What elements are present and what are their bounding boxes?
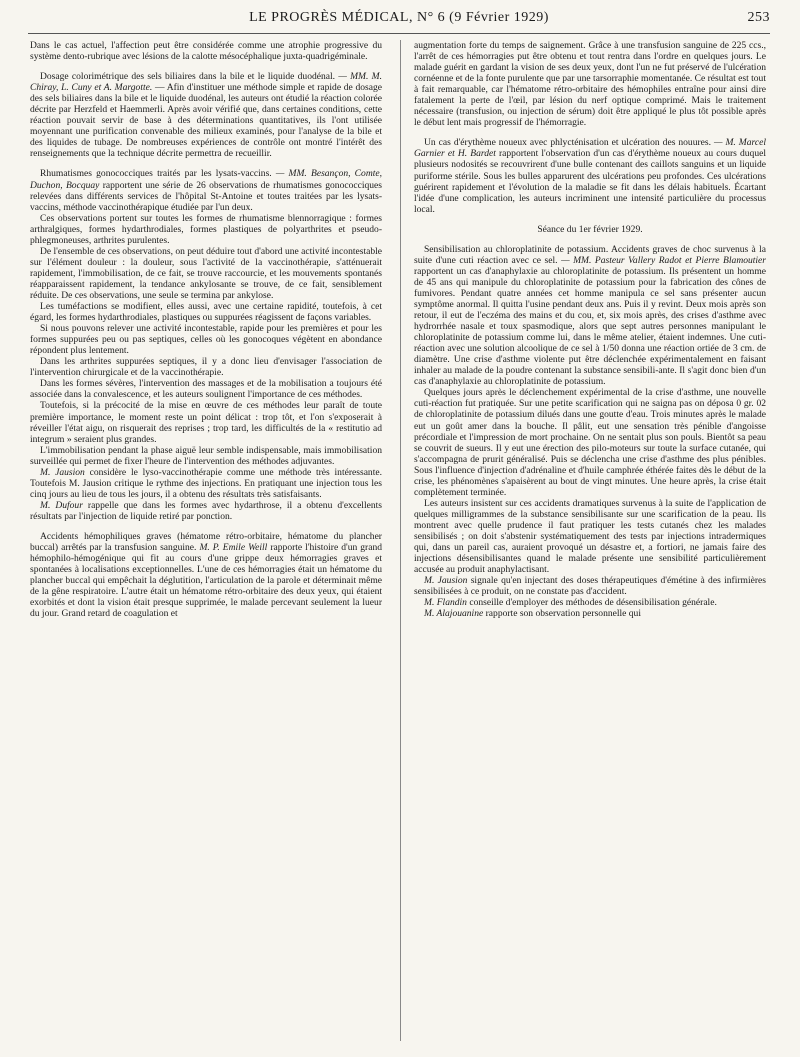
article-heading: Accidents hémophiliques graves (hématome rétro-orbitaire, hématome du plancher buccal) arrêtés par la transfusion sanguine. xyxy=(30,530,382,554)
article-authors: — M. Marcel Garnier et H. Bardet xyxy=(414,137,766,160)
header-rule xyxy=(28,33,770,34)
speaker-name: M. Jausion xyxy=(40,466,85,478)
article-authors: — MM. M. Chiray, L. Cuny et A. Margotte. xyxy=(30,71,382,94)
article-rhumatismes xyxy=(30,168,382,212)
session-date: Séance du 1er février 1929. xyxy=(537,223,643,235)
article-heading: Un cas d'érythème noueux avec phlycténisation et ulcération des nouures. xyxy=(424,137,711,149)
discussion-paragraph: M. Alajouanine rapporte son observation personnelle qui xyxy=(424,608,641,620)
article-body: rapporte l'histoire d'un grand hémophilo-hémogénique qui fit au cours d'une grippe deux hémorragies graves et spontanées à localisations exceptionnelles. L'une de ces hémorragies était un hématome du plancher buccal qui empêchait la déglutition, l'articulation de la parole et déterminait même de la gêne respiratoire. L'autre était un hématome rétro-orbitaire des deux yeux, qui étaient exorbités et dont la vision était presque supprimée, le malade percevant seulement la lueur du jour. Grand retard de coagulation et xyxy=(30,542,382,620)
paragraph: Si nous pouvons relever une activité incontestable, rapide pour les premières et pour les formes suppurées peu ou pas septiques, celles où les gonocoques végètent en abondance répondent plus lentement. xyxy=(30,323,382,357)
article-dosage xyxy=(30,71,382,159)
paragraph: Ces observations portent sur toutes les formes de rhumatisme blennorragique : formes arthralgiques, formes hydarthrodiales, formes plastiques de polyarthrites et pseudo-phlegmoneuses, arthrites purulentes. xyxy=(30,212,382,246)
paragraph: Les tuméfactions se modifient, elles aussi, avec une certaine rapidité, toutefois, à cet égard, les formes hydarthrodiales, plastiques ou suppurées réagissent de façons variables. xyxy=(30,301,382,324)
paragraph: Les auteurs insistent sur ces accidents dramatiques survenus à la suite de l'application de quelques milligrammes de la substance sensibilisante sur une scarification de la peau. Ils montrent avec quelle prudence il faut pratiquer les tests cutanés chez les malades sensibilisés ; on doit s'abstenir systématiquement des tests par injections intradermiques qui, dans un pareil cas, auraient provoqué un désastre et, a fortiori, ne jamais faire des injections désensibilisantes quand le malade présente une sensibilité particulièrement accusée au produit anaphylactisant. xyxy=(414,497,766,576)
speaker-name: M. Dufour xyxy=(40,499,83,511)
paragraph: Toutefois, si la précocité de la mise en œuvre de ces méthodes leur paraît de toute première importance, le moment reste un point délicat : trop tôt, et l'on s'exposerait à réveiller l'état aigu, on risquerait des reprises ; trop tard, les difficultés de la « restitutio ad integrum » seraient plus grandes. xyxy=(30,400,382,445)
paragraph: De l'ensemble de ces observations, on peut déduire tout d'abord une activité incontestable sur l'élément douleur : la douleur, sous l'activité de la vaccinothérapie, s'atténuerait rapidement, l'immobilisation, de ce fait, se trouve raccourcie, et les mouvements spontanés réapparaissent rapidement, la tendance ankylosante se trouve, de ce fait, sensiblement réduite. De ces observations, une seule se termina par ankylose. xyxy=(30,245,382,301)
left-column xyxy=(30,40,382,619)
paragraph: L'immobilisation pendant la phase aiguë leur semble indispensable, mais immobilisation surveillée qui permet de fixer l'heure de l'intervention des méthodes adjuvantes. xyxy=(30,444,382,467)
page-number: 253 xyxy=(747,10,770,25)
discussion-paragraph: M. Dufour rappelle que dans les formes avec hydarthrose, il a obtenu d'excellents résultats par l'injection de liquide retiré par ponction. xyxy=(30,499,382,522)
article-heading: Rhumatismes gonococciques traités par les lysats-vaccins. xyxy=(40,168,272,180)
article-chloroplatinite xyxy=(414,244,766,388)
article-body: rapportent une série de 26 observations de rhumatismes gonococciques relevées dans différents services de l'hôpital St-Antoine et toutes traitées par les lysats-vaccins, méthode vaccinothérapique étudiée par l'un deux. xyxy=(30,179,382,213)
article-body: — Afin d'instituer une méthode simple et rapide de dosage des sels biliaires dans la bile et le liquide duodénal, les auteurs ont étudié la réaction colorée décrite par Herzfeld et Haemmerli. Après avoir vérifié que, dans certaines conditions, cette réaction pouvait servir de base à des déterminations quantitatives, ils l'ont utilisée moyennant une purification convenable des milieux examinés, pour l'analyse de la bile et des liquides de tubage. De nombreuses expériences de contrôle ont montré l'intérêt des renseignements que la technique décrite permettra de recueillir. xyxy=(30,82,382,160)
article-heading: Dosage colorimétrique des sels biliaires dans la bile et le liquide duodénal. xyxy=(40,71,336,83)
column-divider xyxy=(400,40,401,1041)
paragraph: Dans les formes sévères, l'intervention des massages et de la mobilisation a toujours été associée dans la convalescence, et les auteurs soulignent l'importance de ces méthodes. xyxy=(30,378,382,401)
article-heading: Sensibilisation au chloroplatinite de potassium. Accidents graves de choc survenus à la suite d'une cuti réaction avec ce sel. xyxy=(414,243,766,266)
article-erytheme xyxy=(414,137,766,214)
paragraph: Dans le cas actuel, l'affection peut être considérée comme une atrophie progressive du système dento-rubrique avec lésions de la calotte mésocéphalique juxta-quadrigéminale. xyxy=(30,40,382,63)
journal-title: LE PROGRÈS MÉDICAL, N° 6 (9 Février 1929) xyxy=(249,10,549,25)
right-column xyxy=(414,40,766,619)
article-authors: M. P. Emile Weill xyxy=(199,542,268,554)
discussion-paragraph: M. Jausion signale qu'en injectant des doses thérapeutiques d'émétine à des infirmières sensibilisées à ce produit, on ne constate pas d'accident. xyxy=(414,575,766,598)
paragraph: Quelques jours après le déclenchement expérimental de la crise d'asthme, une nouvelle cuti-réaction fut pratiquée. Sur une petite scarification qui ne saigna pas on déposa 0 gr. 02 de chloroplatinite de potassium dilués dans une goutte d'eau. Trois minutes après le malade eut un goût amer dans la bouche. Il pâlit, eut une sensation très pénible d'angoisse précordiale et l'impression de mort prochaine. On ne sentait plus son pouls. Bientôt sa peau se couvrit de sueurs. Il y eut une érection des pilo-moteurs sur toute la surface cutanée, qui s'accompagna de prurit généralisé. Puis se déclencha une crise d'asthme des plus pénibles. Sous l'influence d'injection d'adrénaline et d'huile camphrée éthérée faites dès le début de la crise, les phénomènes s'apaisèrent au bout de vingt minutes. Une heure après, la crise était complètement terminée. xyxy=(414,387,766,498)
discussion-paragraph: M. Flandin conseille d'employer des méthodes de désensibilisation générale. xyxy=(424,597,717,609)
discussion-paragraph: M. Jausion considère le lyso-vaccinothérapie comme une méthode très intéressante. Toutefois M. Jausion critique le rythme des injections. En pratiquant une injection tous les cinq jours au lieu de tous les jours, il a obtenu des résultats très satisfaisants. xyxy=(30,466,382,500)
paragraph: augmentation forte du temps de saignement. Grâce à une transfusion sanguine de 225 ccs., l'arrêt de ces hémorragies put être obtenu et tout rentra dans l'ordre en quelques jours. Le malade guérit en gardant la vision de ses deux yeux, dont l'un ne fut préservé de l'ulcération cornéenne et de la fonte purulente que par une tarsorraphie momentanée. Ce résultat est tout à fait remarquable, car l'hématome rétro-orbitaire des hémophiles entraîne pour ainsi dire fatalement la perte de l'œil, par lésion du nerf optique comprimé. Mais le traitement nécessaire (transfusion, ou injection de sérum) doit être appliqué le plus tôt possible après le début lent mais progressif de l'hémorragie. xyxy=(414,40,766,129)
article-authors: — MM. Besançon, Comte, Duchon, Bocquay xyxy=(30,168,382,191)
article-hemophilie xyxy=(30,531,382,619)
speaker-name: M. Jausion xyxy=(424,575,468,587)
article-body: rapportent un cas d'anaphylaxie au chloroplatinite de potassium. Ils présentent un homme de 45 ans qui manipule du chloroplatinite de potassium pour la fabrication des cônes de fumivores. Pendant quatre années cet homme manipula ce sel sans présenter aucun symptôme anormal. Il quitta l'usine pendant deux ans. Puis il y revint. Deux mois après son retour, il eut de l'eczéma des mains et du cou, et, six mois après, des crises d'asthme avec hydrorrhée nasale et toux spasmodique, alors que sept autres personnes manipulant le chloroplatinite de potassium comme lui, dans le même atelier, étaient indemnes. Une cuti-réaction avec une solution alcoolique de ce sel à 1/50 donna une réaction ortiée de 3 cm. de diamètre. Une crise d'asthme violente put être déclenchée expérimentalement en faisant inhaler au malade de la poudre contenant la substance sensibili-ante. Il s'agit donc bien d'un cas d'anaphylaxie au chloroplatinite de potassium. xyxy=(414,265,766,388)
running-header xyxy=(28,10,770,32)
speaker-name: M. Flandin xyxy=(424,597,467,609)
paragraph: Dans les arthrites suppurées septiques, il y a donc lieu d'envisager l'association de l'intervention chirurgicale et de la vaccinothérapie. xyxy=(30,356,382,379)
article-body: rapportent l'observation d'un cas d'érythème noueux au cours duquel plusieurs nodosités se recouvrirent d'une bulle contenant des caillots sanguins et un liquide puriforme stérile. Sous les bulles apparurent des ulcérations peu profondes. Ces ulcérations guérirent rapidement et l'évolution de la maladie se fit dans les délais habituels. Écartant l'idée d'une complication, les auteurs incriminent une intensité particulière du processus local. xyxy=(414,148,766,215)
article-authors: — MM. Pasteur Vallery Radot et Pierre Blamoutier xyxy=(561,254,767,266)
speaker-name: M. Alajouanine xyxy=(424,608,484,620)
